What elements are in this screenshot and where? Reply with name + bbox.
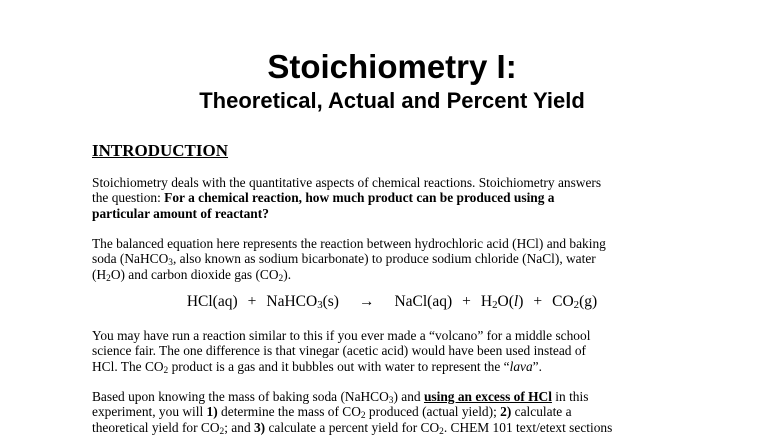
paragraph-line — [92, 251, 692, 269]
paragraph-volcano — [92, 328, 692, 374]
bold-question-continued: particular amount of reactant? — [92, 205, 269, 221]
paragraph-balanced-equation — [92, 236, 692, 282]
paragraph-line: Stoichiometry deals with the quantitative aspects of chemical reactions. Stoichiometry answers — [92, 175, 602, 190]
document-title: Stoichiometry I: — [267, 48, 517, 85]
paragraph-line: science fair. The one difference is that vinegar (acetic acid) would have been used instead of — [92, 343, 586, 359]
subscript: 3 — [168, 258, 173, 269]
section-heading-introduction: INTRODUCTION — [92, 141, 229, 160]
text-run: ). — [283, 266, 292, 282]
text-run: (H — [92, 266, 107, 282]
text-run: , also known as sodium bicarbonate) to produce sodium chloride (NaCl), water — [172, 251, 596, 267]
text-run: O) and carbon dioxide gas (CO — [110, 266, 279, 282]
paragraph-line: experiment, you will 1) determine the mass of $CO_2$ produced (actual yield); 2) calculate a — [92, 404, 572, 422]
paragraph-line — [92, 190, 692, 205]
plus-sign: + — [533, 293, 543, 310]
bold-question: For a chemical reaction, how much product can be produced using a — [164, 190, 555, 206]
subscript: 2 — [278, 273, 284, 284]
emphasis-underline: using an excess of HCl — [423, 389, 552, 404]
reactant-hcl: HCl(aq) — [186, 293, 238, 310]
chemical-equation — [0, 293, 784, 311]
step-number: 1) — [206, 404, 218, 420]
italic-word: lava — [509, 358, 533, 374]
document-subtitle: Theoretical, Actual and Percent Yield — [199, 88, 585, 113]
text-run: soda (NaHCO — [92, 251, 169, 267]
reaction-arrow-icon: → — [358, 293, 375, 310]
subscript: 2 — [163, 365, 169, 376]
paragraph-line: theoretical yield for $CO_2$; and 3) calculate a percent yield for $CO_2$. CHEM 101 text/etext sections — [92, 419, 613, 437]
paragraph-definition — [92, 175, 692, 221]
plus-sign: + — [247, 293, 257, 310]
step-number: 3) — [253, 419, 266, 435]
subscript: 2 — [219, 426, 225, 437]
subscript: 2 — [439, 426, 444, 437]
plus-sign: + — [462, 293, 471, 310]
paragraph-line — [92, 267, 692, 282]
paragraph-experiment — [92, 389, 692, 435]
product-water: $H_2O(l)$ — [480, 293, 524, 311]
subscript: 2 — [360, 411, 366, 422]
paragraph-line: You may have run a reaction similar to this if you ever made a “volcano” for a middle school — [92, 328, 591, 343]
paragraph-line: Based upon knowing the mass of baking soda (NaHCO$_3$) and using an excess of HCl in this — [92, 389, 589, 406]
product-co2: $CO_2(g)$ — [552, 293, 598, 311]
product-nacl: NaCl(aq) — [394, 293, 453, 310]
reactant-nahco3: NaHCO$_3$(s) — [266, 293, 339, 311]
step-number: 2) — [500, 404, 512, 420]
subscript: 2 — [106, 273, 111, 284]
subscript: 3 — [388, 396, 394, 406]
paragraph-line: The balanced equation here represents the reaction between hydrochloric acid (HCl) and baking — [92, 236, 606, 251]
text-run: the question: — [92, 190, 165, 206]
paragraph-line: HCl. The $CO_2$ product is a gas and it bubbles out with water to represent the “lava”. — [92, 358, 542, 376]
